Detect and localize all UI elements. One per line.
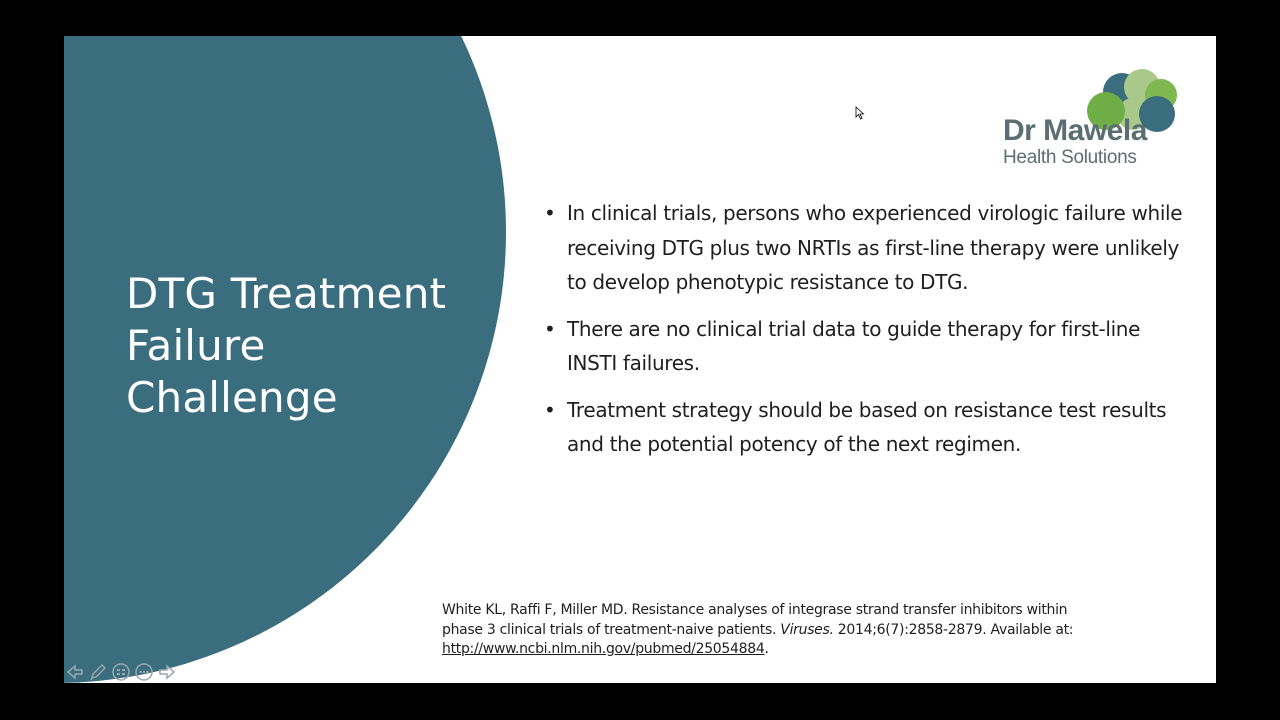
more-options-button[interactable]: [133, 661, 155, 683]
bullet-marker: •: [544, 316, 556, 341]
slide: [64, 36, 1216, 683]
slide-title: DTG Treatment Failure Challenge: [126, 269, 447, 422]
next-slide-button[interactable]: [156, 661, 178, 683]
slideshow-controls: [64, 660, 178, 684]
previous-slide-icon: [65, 662, 85, 682]
bullet-text: There are no clinical trial data to guide therapy for first-line INSTI failures.: [567, 316, 1141, 375]
logo-name: Dr Mawela: [1003, 114, 1147, 147]
logo-tagline: Health Solutions: [1003, 147, 1137, 168]
pen-icon: [88, 662, 108, 682]
slides-grid-icon: [111, 662, 131, 682]
reference-citation-details: 2014;6(7):2858-2879. Available at:: [833, 621, 1074, 638]
bullet-list: [544, 196, 1184, 474]
bullet-item: [544, 312, 1184, 381]
mouse-cursor-icon: [855, 106, 865, 120]
bullet-marker: •: [544, 201, 556, 225]
bullet-text: Treatment strategy should be based on resistance test results and the potential potency of the next regimen.: [567, 397, 1167, 456]
previous-slide-button[interactable]: [64, 661, 86, 683]
slides-grid-button[interactable]: [110, 661, 132, 683]
bullet-marker: •: [544, 397, 556, 422]
reference-journal: Viruses.: [780, 621, 834, 638]
reference-citation: [442, 601, 1082, 660]
company-logo: [1000, 52, 1180, 192]
bullet-text: In clinical trials, persons who experienced virologic failure while receiving DTG plus two NRTIs as first-line therapy were unlikely to develop phenotypic resistance to DTG.: [567, 201, 1183, 294]
reference-end: .: [764, 641, 769, 657]
bullet-item: [544, 393, 1184, 462]
bullet-item: [544, 196, 1184, 300]
pen-button[interactable]: [87, 661, 109, 683]
reference-link[interactable]: http://www.ncbi.nlm.nih.gov/pubmed/25054884: [442, 641, 765, 657]
next-slide-icon: [157, 662, 177, 682]
reference-authors-title: White KL, Raffi F, Miller MD. Resistance analyses of integrase strand transfer inhibitors within phase 3 clinical trials of treatment-naive patients.: [442, 602, 1068, 638]
more-options-icon: [134, 662, 154, 682]
